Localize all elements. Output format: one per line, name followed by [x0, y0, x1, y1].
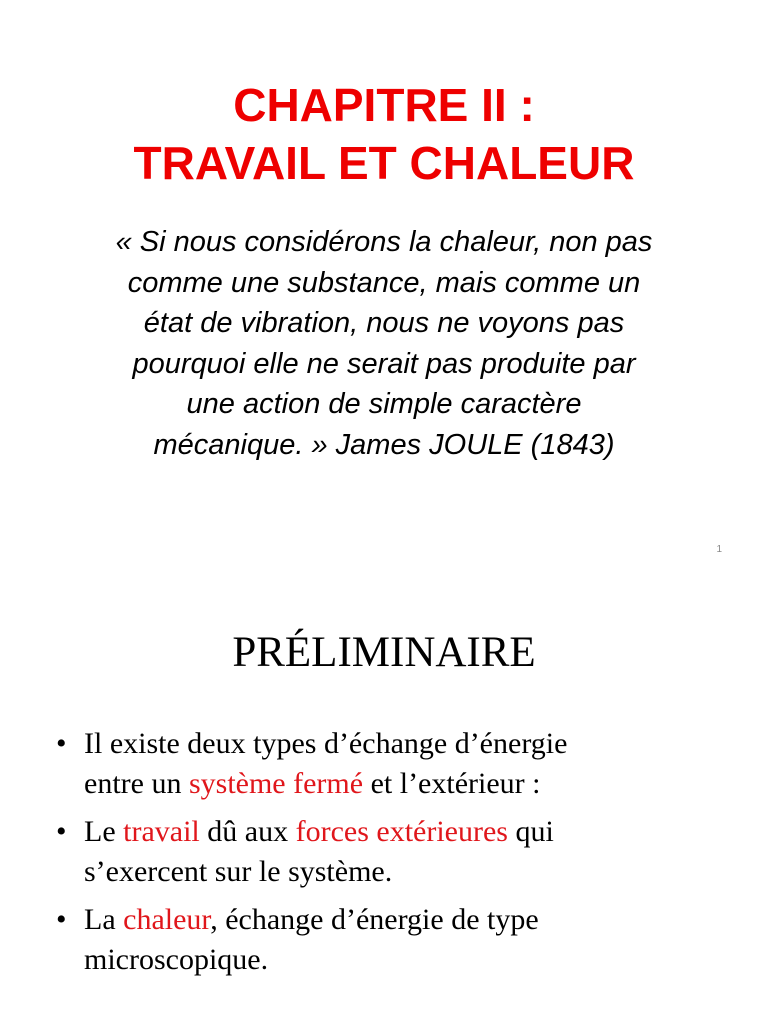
bullet-list [0, 724, 768, 988]
quote-line: état de vibration, nous ne voyons pas [143, 307, 625, 340]
quote-line: comme une substance, mais comme un [127, 266, 641, 299]
text: et l’extérieur : [363, 767, 541, 800]
bullet-line: microscopique. [84, 943, 269, 976]
text: dû aux [199, 815, 296, 848]
highlight-systeme-ferme: système fermé [188, 767, 364, 800]
bullet-item [0, 724, 768, 804]
page-number: 1 [716, 544, 722, 555]
slide-2 [0, 576, 768, 1024]
quote-line: une action de simple caractère [186, 388, 582, 421]
bullet-dot-icon: • [56, 727, 67, 760]
chapter-title-line-1: CHAPITRE II : [233, 79, 535, 131]
quote-line: « Si nous considérons la chaleur, non pas [115, 226, 653, 258]
bullet-line [84, 724, 768, 764]
text: Le [84, 815, 124, 848]
bullet-line: s’exercent sur le système. [84, 855, 393, 888]
highlight-forces-exterieures: forces extérieures [295, 815, 508, 848]
chapter-title [0, 76, 768, 192]
bullet-dot-icon: • [56, 903, 67, 936]
quote-line: mécanique. » James JOULE (1843) [153, 428, 615, 461]
bullet-line [84, 812, 768, 852]
quote-line: pourquoi elle ne serait pas produite par [132, 347, 636, 380]
bullet-dot-icon: • [56, 815, 67, 848]
bullet-item [0, 900, 768, 980]
bullet-line [84, 764, 768, 804]
bullet-line [84, 900, 768, 940]
text: Il existe deux types d’échange d’énergie [84, 727, 568, 760]
text: La [84, 903, 124, 936]
chapter-title-line-2: TRAVAIL ET CHALEUR [133, 137, 635, 189]
text: , échange d’énergie de type [210, 903, 539, 936]
text: entre un [84, 767, 189, 800]
text: qui [507, 815, 554, 848]
highlight-chaleur: chaleur [123, 903, 211, 936]
bullet-item [0, 812, 768, 892]
highlight-travail: travail [123, 815, 200, 848]
section-title: PRÉLIMINAIRE [232, 629, 536, 676]
joule-quote [40, 222, 728, 466]
